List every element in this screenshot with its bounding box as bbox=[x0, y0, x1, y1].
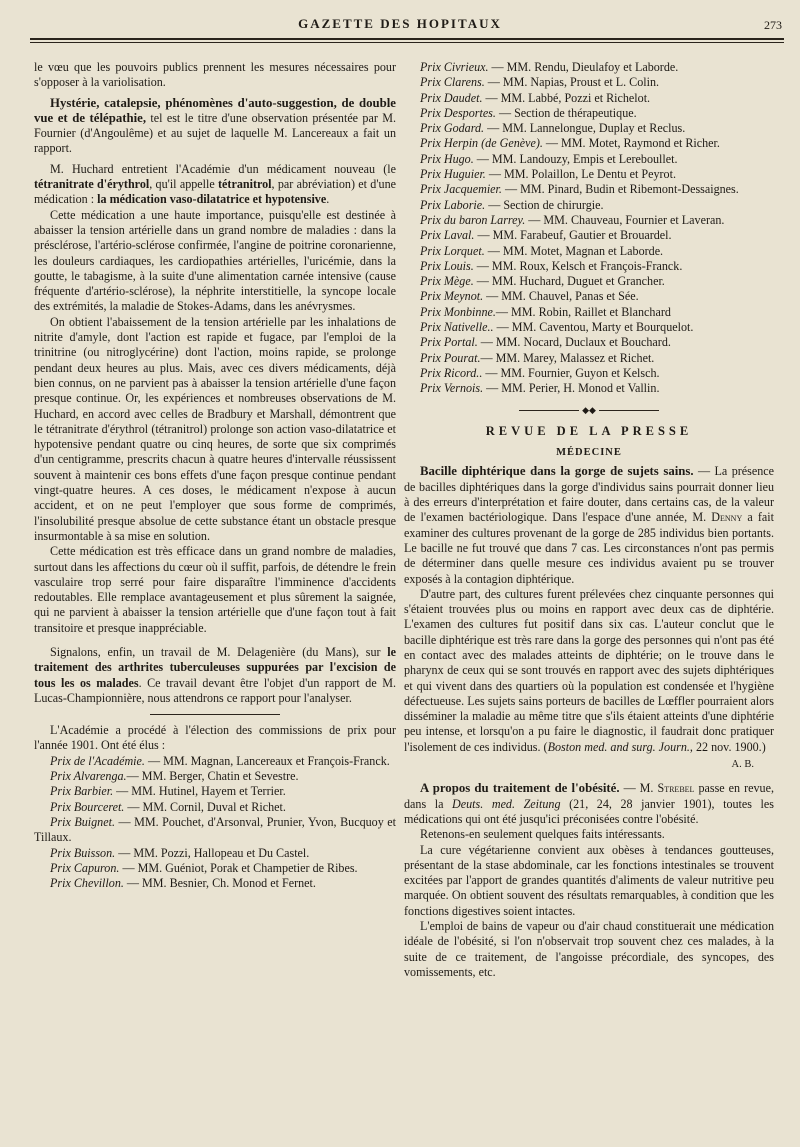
therapy-name: la médication vaso-dilatatrice et hypotensive bbox=[97, 192, 327, 207]
section-separator bbox=[150, 714, 280, 715]
prize-entry bbox=[34, 815, 396, 846]
drug-abbrev: tétranitrol bbox=[218, 177, 272, 192]
prize-members: — MM. Motet, Raymond et Richer. bbox=[542, 136, 720, 151]
prize-name: Prix Meynot. bbox=[420, 289, 484, 304]
header-rule-thin bbox=[30, 42, 784, 43]
prize-members: — MM. Farabeuf, Gautier et Brouardel. bbox=[474, 228, 672, 243]
paragraph: Cette médication a une haute importance, puisqu'elle est destinée à abaisser la tension artérielle dans un grand nombre de maladies : dans la présclérose, l'artério-sclérose confirmée, l'angine de poitrine coronarienne, les douleurs cardiaques, les cardiopathies artérielles, l'uricémie, dans la goutte, le tabagisme, à la suite d'une alimentation carnée intensive (cause fréquente d'artério-sclérose), la néphrite interstitielle, la syncope locale des extrémités, la maladie de Stokes-Adams, dans les anévrysmes. bbox=[34, 207, 396, 314]
article-topic: le traitement des arthrites tuberculeuses suppurées par l'excision de tous les os malades bbox=[34, 644, 396, 690]
prize-entry bbox=[404, 167, 774, 182]
prize-entry bbox=[404, 152, 774, 167]
prize-members: — MM. Lannelongue, Duplay et Reclus. bbox=[484, 121, 686, 136]
prize-name: Prix Portal. bbox=[420, 335, 478, 350]
prize-members: — Section de thérapeutique. bbox=[495, 105, 637, 120]
prize-members: — MM. Besnier, Ch. Monod et Fernet. bbox=[123, 876, 316, 891]
prize-entry bbox=[404, 121, 774, 136]
prize-entry bbox=[404, 259, 774, 274]
prize-name: Prix Bourceret. bbox=[50, 799, 125, 814]
paragraph: Retenons-en seulement quelques faits intéressants. bbox=[420, 827, 665, 842]
prize-name: Prix Alvarenga. bbox=[50, 769, 127, 784]
prize-name: Prix Herpin (de Genève). bbox=[420, 136, 543, 151]
prize-members: — MM. Landouzy, Empis et Lereboullet. bbox=[473, 151, 678, 166]
prize-members: — MM. Pinard, Budin et Ribemont-Dessaignes. bbox=[501, 182, 739, 197]
paragraph: Hystérie, catalepsie, phénomènes d'auto-suggestion, de double vue et de télépathie, tel est le titre d'une observation présentée par M. Fournier (d'Angoulême) et au sujet de laquelle M. Lancereaux a fait un rapport. bbox=[34, 95, 396, 156]
prize-name: Prix Laborie. bbox=[420, 197, 486, 212]
prize-entry bbox=[404, 320, 774, 335]
prize-entry bbox=[34, 846, 396, 861]
article-heading: Bacille diphtérique dans la gorge de sujets sains. bbox=[420, 464, 694, 479]
citation: Deuts. med. Zeitung bbox=[452, 796, 561, 811]
prize-members: — MM. Hutinel, Hayem et Terrier. bbox=[113, 784, 286, 799]
prize-name: Prix Buisson. bbox=[50, 845, 116, 860]
paragraph: D'autre part, des cultures furent prélevées chez cinquante personnes qui s'étaient trouvées plus ou moins en rapport avec deux cas de diphtérie. L'examen des cultures fut positif dans six cas. L'auteur conclut que le bacille diphtérique est très rare dans la gorge des personnes qui n'ont pas été en contact avec des malades atteints de diphtérie; on le trouve dans le pharynx de ceux qui se sont trouvés en rapport avec des sujets diphtériques et qui vivent dans des quartiers où la population est condensée et l'hygiène défectueuse. Les sujets sains porteurs de bacilles de Lœffler pourraient alors disséminer la maladie au même titre que s'ils étaient atteints d'une diphtérie peu intense, et lorsqu'on a pu faire le diagnostic, il faudrait donc pratiquer l'isolement de ces individus. (Boston med. and surg. Journ., 22 nov. 1900.) bbox=[404, 586, 774, 754]
paragraph: A propos du traitement de l'obésité. — M. Strebel passe en revue, dans la Deuts. med. Zeitung (21, 24, 28 janvier 1901), toutes les médications qui ont été jusqu'ici préconisées contre l'obésité. bbox=[404, 781, 774, 826]
citation: Boston med. and surg. Journ. bbox=[547, 739, 690, 754]
paragraph: L'Académie a procédé à l'élection des commissions de prix pour l'année 1901. Ont été élus : bbox=[34, 723, 396, 753]
paragraph: L'emploi de bains de vapeur ou d'air chaud constituerait une médication idéale de l'obésité, si l'on n'observait trop souvent chez ces malades, à la suite de ce traitement, de l'angoisse précordiale, des syncopes, des vomissements, etc. bbox=[404, 919, 774, 979]
prize-members: — MM. Huchard, Duguet et Grancher. bbox=[473, 274, 665, 289]
paragraph: Signalons, enfin, un travail de M. Delagenière (du Mans), sur le traitement des arthrites tuberculeuses suppurées par l'excision de tous les os malades. Ce travail devant être l'objet d'un rapport de M. Lucas-Championnière, nous attendrons ce rapport pour l'analyser. bbox=[34, 644, 397, 705]
prize-name: Prix Vernois. bbox=[420, 381, 484, 396]
prize-members: — MM. Fournier, Guyon et Kelsch. bbox=[482, 365, 660, 380]
prize-name: Prix Mège. bbox=[420, 274, 474, 289]
prize-list bbox=[404, 60, 774, 397]
right-column bbox=[404, 60, 774, 980]
prize-members: — MM. Cornil, Duval et Richet. bbox=[124, 799, 286, 814]
prize-entry bbox=[404, 351, 774, 366]
subsection-title: MÉDECINE bbox=[556, 447, 622, 459]
drug-name: tétranitrate d'érythrol bbox=[34, 177, 150, 192]
prize-list bbox=[34, 754, 396, 892]
prize-entry bbox=[34, 754, 396, 769]
prize-name: Prix Ricord.. bbox=[420, 365, 483, 380]
prize-members: — MM. Magnan, Lancereaux et François-Franck. bbox=[144, 753, 390, 768]
author-name: Denny bbox=[711, 510, 743, 525]
prize-members: — MM. Motet, Magnan et Laborde. bbox=[484, 243, 664, 258]
prize-entry bbox=[404, 198, 774, 213]
prize-entry bbox=[404, 106, 774, 121]
prize-entry bbox=[404, 366, 774, 381]
author-name: Strebel bbox=[657, 781, 695, 796]
prize-entry bbox=[404, 274, 774, 289]
prize-name: Prix Jacquemier. bbox=[420, 182, 502, 197]
prize-members: — MM. Pouchet, d'Arsonval, Prunier, Yvon, Bucquoy et Tillaux. bbox=[34, 814, 396, 845]
prize-members: — MM. Napias, Proust et L. Colin. bbox=[484, 75, 660, 90]
prize-name: Prix Monbinne. bbox=[420, 304, 496, 319]
paragraph: La cure végétarienne convient aux obèses à tendances goutteuses, présentant de la stase abdominale, car les fonctions intestinales se trouvent excitées par l'apport de grandes quantités d'aliments de valeur nutritive peu marquée. On obtient souvent des résultats remarquables, à condition que les fonctions digestives soient intactes. bbox=[404, 842, 774, 918]
prize-entry bbox=[404, 91, 774, 106]
prize-name: Prix Lorquet. bbox=[420, 243, 485, 258]
prize-members: — MM. Guéniot, Porak et Champetier de Ribes. bbox=[119, 860, 358, 875]
prize-entry bbox=[404, 182, 774, 197]
prize-entry bbox=[34, 784, 396, 799]
prize-entry bbox=[34, 876, 396, 891]
prize-entry bbox=[404, 60, 774, 75]
prize-name: Prix Hugo. bbox=[420, 151, 474, 166]
prize-entry bbox=[404, 75, 774, 90]
prize-name: Prix Chevillon. bbox=[50, 876, 124, 891]
prize-entry bbox=[404, 244, 774, 259]
prize-name: Prix Huguier. bbox=[420, 167, 486, 182]
prize-members: — MM. Perier, H. Monod et Vallin. bbox=[483, 381, 660, 396]
prize-members: — MM. Chauvel, Panas et Sée. bbox=[483, 289, 639, 304]
prize-name: Prix Pourat. bbox=[420, 350, 481, 365]
prize-name: Prix du baron Larrey. bbox=[420, 212, 526, 227]
prize-entry bbox=[404, 136, 774, 151]
paragraph: Bacille diphtérique dans la gorge de sujets sains. — La présence de bacilles diphtériques dans la gorge d'individus sains pourrait donner lieu à des erreurs d'interprétation et faire douter, dans certains cas, de la valeur de l'examen bactériologique. Dans l'espace d'une année, M. Denny a fait examiner des cultures provenant de la gorge de 285 individus bien portants. Le bacille ne fut trouvé que dans 7 cas. Les circonstances n'ont pas permis de déterminer dans quelle mesure ces individus avaient pu se trouver exposés à la contagion diphtérique. bbox=[404, 464, 775, 586]
prize-name: Prix Barbier. bbox=[50, 784, 114, 799]
left-column bbox=[34, 60, 396, 891]
prize-name: Prix Laval. bbox=[420, 228, 475, 243]
article-heading: Hystérie, catalepsie, phénomènes d'auto-suggestion, de double vue et de télépathie, bbox=[34, 95, 396, 125]
prize-name: Prix Godard. bbox=[420, 121, 485, 136]
paragraph: le vœu que les pouvoirs publics prennent les mesures nécessaires pour s'opposer à la variolisation. bbox=[34, 60, 396, 90]
prize-name: Prix Nativelle.. bbox=[420, 320, 494, 335]
paragraph: Cette médication est très efficace dans un grand nombre de maladies, surtout dans les affections du cœur où il suffit, parfois, de détendre le frein vasculaire trop serré pour faire disparaître l'imminence d'accidents redoutables. Elle remplace avantageusement et plus sûrement la saignée, qui ne parvient à abaisser la tension artérielle que d'une façon tout à fait transitoire et presque inappréciable. bbox=[34, 544, 396, 635]
prize-members: — MM. Caventou, Marty et Bourquelot. bbox=[493, 320, 694, 335]
prize-entry bbox=[34, 800, 396, 815]
prize-members: — MM. Pozzi, Hallopeau et Du Castel. bbox=[115, 845, 310, 860]
prize-members: — MM. Chauveau, Fournier et Laveran. bbox=[525, 212, 725, 227]
prize-entry bbox=[404, 381, 774, 396]
prize-entry bbox=[404, 335, 774, 350]
prize-entry bbox=[404, 289, 774, 304]
prize-members: — Section de chirurgie. bbox=[485, 197, 604, 212]
header-rule bbox=[30, 38, 784, 40]
prize-name: Prix Capuron. bbox=[50, 860, 120, 875]
prize-members: — MM. Nocard, Duclaux et Bouchard. bbox=[477, 335, 671, 350]
prize-entry bbox=[404, 305, 774, 320]
article-heading: A propos du traitement de l'obésité. bbox=[420, 781, 620, 796]
signature: A. B. bbox=[731, 759, 754, 771]
section-title: REVUE DE LA PRESSE bbox=[485, 423, 693, 438]
prize-members: — MM. Marey, Malassez et Richet. bbox=[480, 350, 655, 365]
prize-entry bbox=[34, 861, 396, 876]
prize-members: — MM. Robin, Raillet et Blanchard bbox=[495, 304, 671, 319]
prize-members: — MM. Labbé, Pozzi et Richelot. bbox=[482, 90, 651, 105]
running-head bbox=[0, 14, 800, 38]
prize-entry bbox=[404, 213, 774, 228]
prize-name: Prix Civrieux. bbox=[420, 60, 489, 74]
prize-entry bbox=[34, 769, 396, 784]
ornament-rule: ◆◆ bbox=[404, 403, 774, 418]
prize-members: — MM. Polaillon, Le Dentu et Peyrot. bbox=[485, 167, 676, 182]
prize-members: — MM. Rendu, Dieulafoy et Laborde. bbox=[488, 60, 679, 74]
page-number: 273 bbox=[764, 18, 782, 32]
prize-name: Prix de l'Académie. bbox=[50, 753, 145, 768]
prize-entry bbox=[404, 228, 774, 243]
prize-name: Prix Clarens. bbox=[420, 75, 485, 90]
prize-members: — MM. Roux, Kelsch et François-Franck. bbox=[473, 258, 683, 273]
paragraph: On obtient l'abaissement de la tension artérielle par les inhalations de nitrite d'amyle, dont l'action est rapide et fugace, par l'emploi de la trinitrine (ou nitroglycérine) dont l'action, moins rapide, se prolonge pendant deux heures au plus. Mais, avec ces divers médicaments, déjà bien connus, on ne parvient pas à abaisser la tension artérielle d'une façon presque continue. Or, les expériences et nombreuses observations de M. Huchard, en accord avec celles de Bradbury et Marshall, démontrent que le tétranitrate d'érythrol (tétranitrol) prolonge son action vaso-dilatatrice et hypotensive pendant quatre ou cinq heures, de sorte que six comprimés d'un centigramme, prescrits chacun à quatre heures d'intervalle réussissent souvent à maintenir ces bons effets d'une façon presque continue pendant vingt-quatre heures. A ces doses, le médicament n'expose à aucun accident, et on ne peut l'employer que sous forme de comprimés, l'insolubilité presque absolue de cette substance étant un obstacle presque insurmontable à sa mise en solution. bbox=[34, 314, 396, 543]
prize-members: — MM. Berger, Chatin et Sevestre. bbox=[126, 769, 299, 784]
prize-name: Prix Louis. bbox=[420, 258, 474, 273]
prize-name: Prix Desportes. bbox=[420, 105, 496, 120]
journal-title: GAZETTE DES HOPITAUX bbox=[298, 16, 502, 31]
paragraph: M. Huchard entretient l'Académie d'un médicament nouveau (le tétranitrate d'érythrol, qu'il appelle tétranitrol, par abréviation) et d'une médication : la médication vaso-dilatatrice et hypotensive. bbox=[34, 161, 396, 207]
prize-name: Prix Daudet. bbox=[420, 90, 483, 105]
prize-name: Prix Buignet. bbox=[50, 814, 115, 829]
